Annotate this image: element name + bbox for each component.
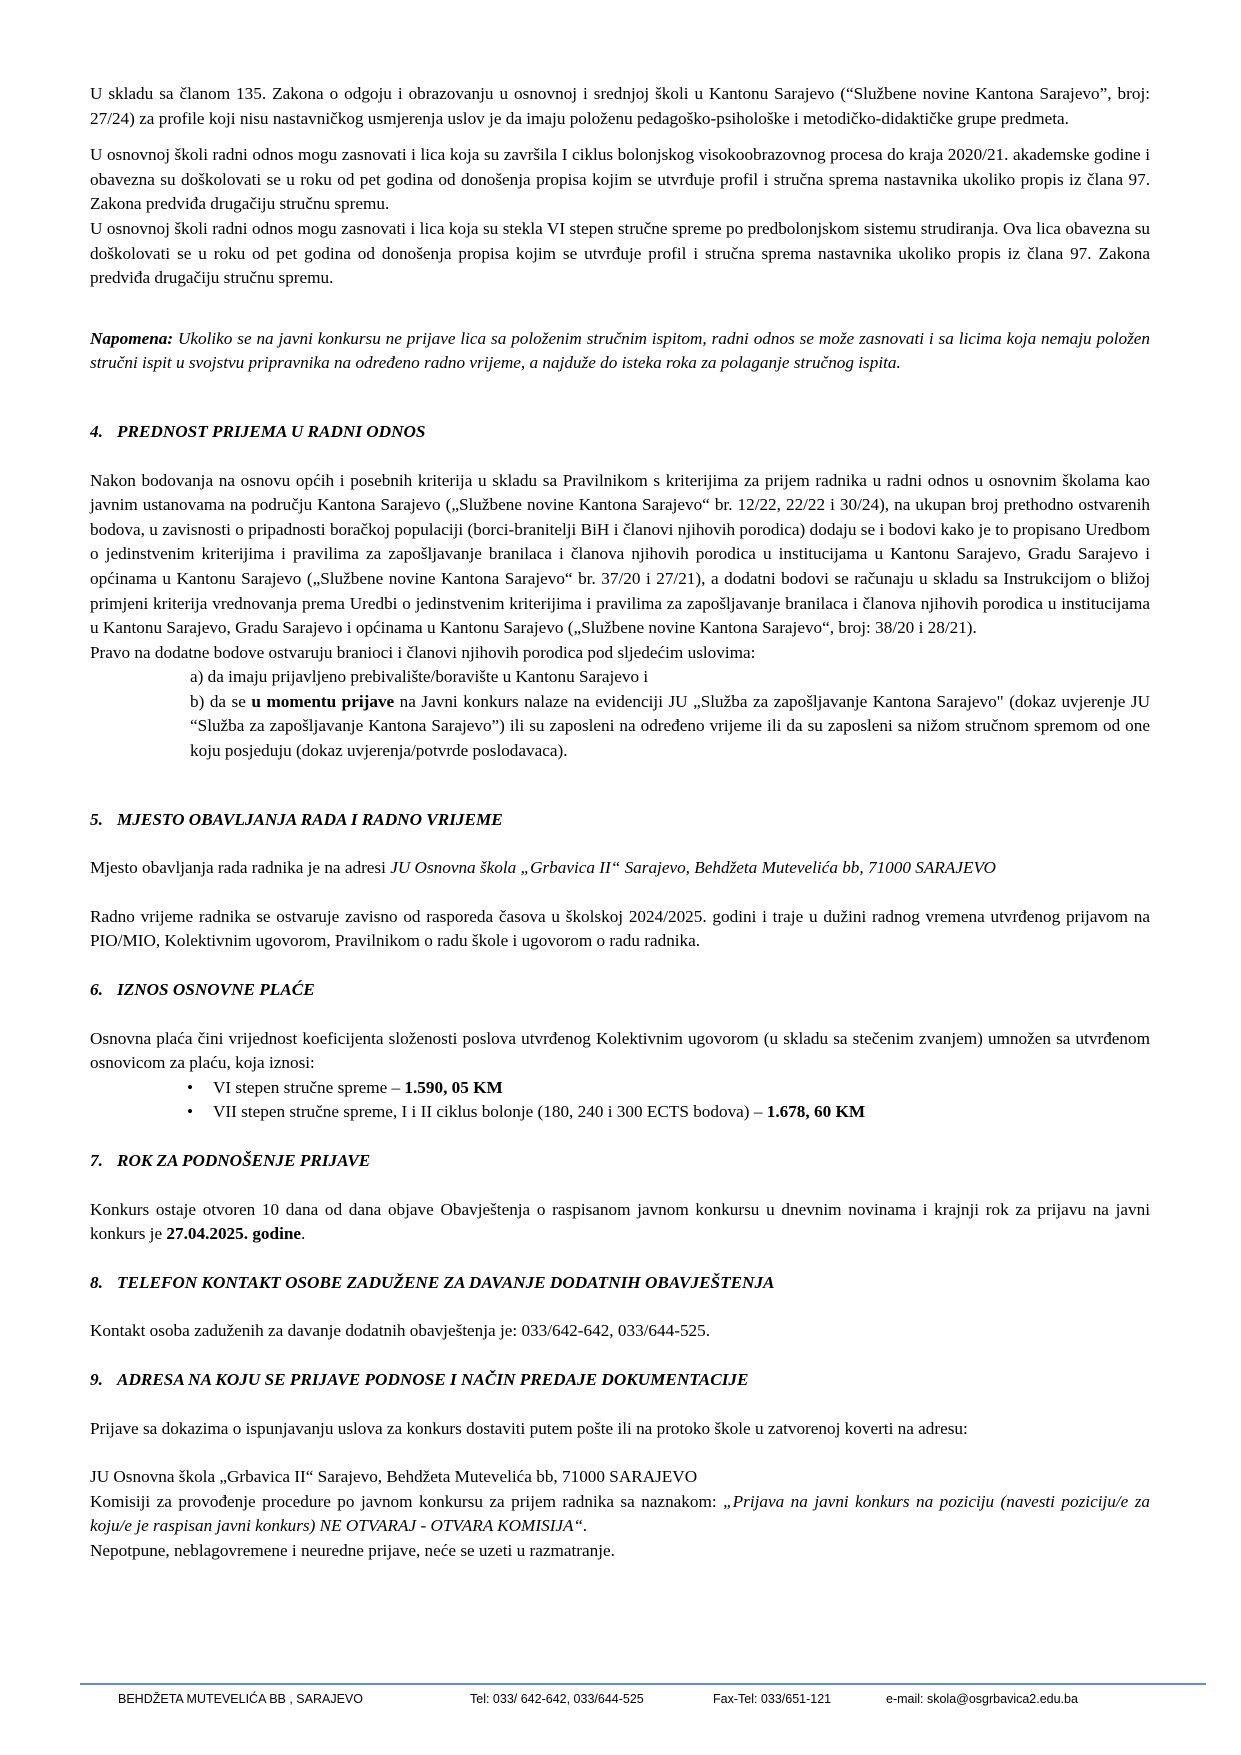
section-9-paragraph-1: Prijave sa dokazima o ispunjavanju uslova za konkurs dostaviti putem pošte ili na protoko škole u zatvorenoj koverti na adresu: xyxy=(90,1418,968,1438)
section-number: 8. xyxy=(90,1272,103,1292)
note-label: Napomena: xyxy=(90,328,174,348)
section-6-paragraph-1: Osnovna plaća čini vrijednost koeficijenta složenosti poslova utvrđenog Kolektivnim ugovorom (u skladu sa stečenim zvanjem) umnožen sa utvrđenom osnovicom za plaću, koja iznosi: xyxy=(90,1028,1150,1073)
location-address: JU Osnovna škola „Grbavica II“ Sarajevo, Behdžeta Mutevelića bb, 71000 SARAJEVO xyxy=(390,858,996,878)
salary-list xyxy=(90,1076,1150,1125)
list-item xyxy=(90,1100,1150,1125)
bullet-icon: • xyxy=(187,1102,194,1122)
condition-a: a) da imaju prijavljeno prebivalište/boravište u Kantonu Sarajevo i xyxy=(190,667,649,687)
document-body xyxy=(90,82,1150,1564)
footer-fax: Fax-Tel: 033/651-121 xyxy=(713,1692,832,1706)
footer-divider xyxy=(80,1683,1206,1685)
intro-paragraph-1: U skladu sa članom 135. Zakona o odgoju i obrazovanju u osnovnoj i srednjoj školi u Kantonu Sarajevo (“Službene novine Kantona Sarajevo”, broj: 27/24) za profile koji nisu nastavničkog usmjerenja uslov je da imaju položenu pedagoško-psihološke i metodičko-didaktičke grupe predmeta. xyxy=(90,84,1150,128)
salary-label: VII stepen stručne spreme, I i II ciklus bolonje (180, 240 i 300 ECTS bodova) – xyxy=(213,1102,767,1122)
section-5-heading xyxy=(90,808,1150,833)
section-9-paragraph-4: Nepotpune, neblagovremene i neuredne prijave, neće se uzeti u razmatranje. xyxy=(90,1540,615,1560)
footer-email: e-mail: skola@osgrbavica2.edu.ba xyxy=(886,1692,1078,1706)
salary-amount: 1.678, 60 KM xyxy=(766,1102,866,1122)
section-number: 5. xyxy=(90,809,103,829)
section-title: ROK ZA PODNOŠENJE PRIJAVE xyxy=(117,1151,371,1170)
section-7-paragraph-1 xyxy=(90,1198,1150,1247)
condition-b-emphasis: u momentu prijave xyxy=(251,691,395,711)
section-number: 6. xyxy=(90,980,103,1000)
section-9-address: JU Osnovna škola „Grbavica II“ Sarajevo, Behdžeta Mutevelića bb, 71000 SARAJEVO xyxy=(90,1467,698,1487)
deadline-period: . xyxy=(301,1224,306,1244)
section-4-paragraph-2: Pravo na dodatne bodove ostvaruju branioci i članovi njihovih porodica pod sljedećim uslovima: xyxy=(90,642,756,662)
section-4-paragraph-1: Nakon bodovanja na osnovu općih i posebnih kriterija u skladu sa Pravilnikom s kriterijima za prijem radnika u radni odnos u osnovnim školama kao javnim ustanovama na području Kantona Sarajevo („Službene novine Kantona Sarajevo“ br. 12/22, 22/22 i 30/24), na ukupan broj prethodno ostvarenih bodova, u zavisnosti o pripadnosti boračkoj populaciji (borci-branitelji BiH i članovi njihovih porodica) dodaju se i bodovi kako je to propisano Uredbom o jedinstvenim kriterijima i pravilima za zapošljavanje branilaca i članova njihovih porodica u institucijama u Kantonu Sarajevo, Gradu Sarajevo i općinama u Kantonu Sarajevo („Službene novine Kantona Sarajevo“ br. 37/20 i 27/21), a dodatni bodovi se računaju u skladu sa Instrukcijom o bližoj primjeni kriterija vrednovanja prema Uredbi o jedinstvenim kriterijima i pravilima za zapošljavanje branilaca i članova njihovih porodica u institucijama u Kantonu Sarajevo, Gradu Sarajevo i općinama u Kantonu Sarajevo („Službene novine Kantona Sarajevo“, broj: 38/20 i 28/21). xyxy=(90,470,1150,638)
section-number: 4. xyxy=(90,421,103,441)
note-paragraph xyxy=(90,327,1150,376)
section-title: IZNOS OSNOVNE PLAĆE xyxy=(117,980,315,1000)
section-5-paragraph-1 xyxy=(90,856,1150,881)
section-number: 9. xyxy=(90,1369,103,1389)
note-text: Ukoliko se na javni konkursu ne prijave lica sa položenim stručnim ispitom, radni odnos se može zasnovati i sa licima koja nemaju položen stručni ispit u svojstvu pripravnika na određeno radno vrijeme, a najduže do isteka roka za polaganje stručnog ispita. xyxy=(90,328,1150,373)
section-5-paragraph-2: Radno vrijeme radnika se ostvaruje zavisno od rasporeda časova u školskoj 2024/2025. godini i traje u dužini radnog vremena utvrđenog prijavom na PIO/MIO, Kolektivnim ugovorom, Pravilnikom o radu škole i ugovorom o radu radnika. xyxy=(90,906,1150,951)
section-title: MJESTO OBAVLJANJA RADA I RADNO VRIJEME xyxy=(117,809,503,829)
deadline-date: 27.04.2025. godine xyxy=(166,1224,302,1244)
section-7-heading xyxy=(90,1149,1150,1174)
section-title: TELEFON KONTAKT OSOBE ZADUŽENE ZA DAVANJE DODATNIH OBAVJEŠTENJA xyxy=(117,1272,775,1292)
bullet-icon: • xyxy=(187,1077,194,1097)
condition-b-prefix: b) da se xyxy=(190,691,252,711)
section-title: ADRESA NA KOJU SE PRIJAVE PODNOSE I NAČIN PREDAJE DOKUMENTACIJE xyxy=(117,1369,749,1389)
section-4-heading xyxy=(90,420,1150,445)
section-8-heading xyxy=(90,1271,1150,1296)
section-8-paragraph-1: Kontakt osoba zaduženih za davanje dodatnih obavještenja je: 033/642-642, 033/644-525. xyxy=(90,1321,711,1341)
location-prefix: Mjesto obavljanja rada radnika je na adresi xyxy=(90,858,391,878)
condition-b xyxy=(90,690,1150,764)
committee-text: Komisiji za provođenje procedure po javnom konkursu za prijem radnika sa naznakom: xyxy=(90,1491,724,1511)
salary-amount: 1.590, 05 KM xyxy=(404,1077,503,1097)
footer-address: BEHDŽETA MUTEVELIĆA BB , SARAJEVO xyxy=(118,1692,363,1706)
intro-paragraph-3: U osnovnoj školi radni odnos mogu zasnovati i lica koja su stekla VI stepen stručne spreme po predbolonjskom sistemu strudiranja. Ova lica obavezna su doškolovati se u roku od pet godina od donošenja propisa kojim se utvrđuje profil i stručna sprema nastavnika ukoliko propis iz člana 97. Zakona predviđa drugačiju stručnu spremu. xyxy=(90,218,1150,288)
section-9-paragraph-3 xyxy=(90,1490,1150,1539)
section-number: 7. xyxy=(90,1151,103,1170)
intro-paragraph-2: U osnovnoj školi radni odnos mogu zasnovati i lica koja su završila I ciklus bolonjskog visokoobrazovnog procesa do kraja 2020/21. akademske godine i obavezna su doškolovati se u roku od pet godina od donošenja propisa kojim se utvrđuje profil i stručna sprema nastavnika ukoliko propis iz člana 97. Zakona predviđa drugačiju stručnu spremu. xyxy=(90,145,1150,214)
list-item xyxy=(90,1076,1150,1101)
salary-label: VI stepen stručne spreme – xyxy=(213,1077,405,1097)
condition-b-text: na Javni konkurs nalaze na evidenciji JU „Služba za zapošljavanje Kantona Sarajevo" (dokaz uvjerenje JU “Služba za zapošljavanje Kantona Sarajevo”) ili su zaposleni na određeno vrijeme ili da su zaposleni sa nižom stručnom spremom od one koju posjeduju (dokaz uvjerenja/potvrde poslodavaca). xyxy=(190,691,1151,761)
footer-phone: Tel: 033/ 642-642, 033/644-525 xyxy=(470,1692,644,1706)
deadline-text: Konkurs ostaje otvoren 10 dana od dana objave Obavještenja o raspisanom javnom konkursu u dnevnim novinama i krajnji rok za prijavu na javni konkurs je xyxy=(90,1199,1150,1244)
envelope-label: „Prijava na javni konkurs na poziciju (navesti poziciju/e za koju/e je raspisan javni konkurs) NE OTVARAJ - OTVARA KOMISIJA“. xyxy=(90,1491,1150,1536)
section-9-heading xyxy=(90,1368,1150,1393)
section-6-heading xyxy=(90,978,1150,1003)
section-title: PREDNOST PRIJEMA U RADNI ODNOS xyxy=(117,421,426,441)
